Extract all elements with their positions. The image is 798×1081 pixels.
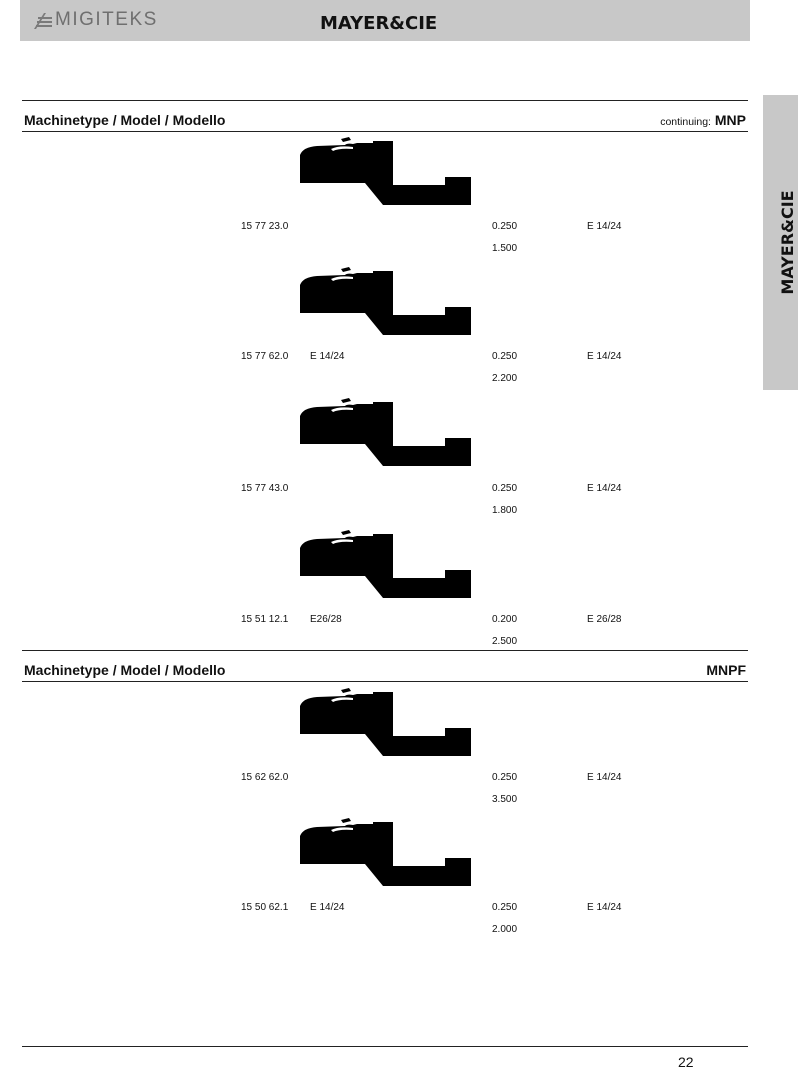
gauge-value: E 14/24 [587,902,622,913]
size-value-2: 1.800 [492,505,518,516]
size-value-1: 0.250 [492,772,518,783]
gauge-value: E 26/28 [587,614,622,625]
section-model-value: MNPF [706,662,746,678]
logo-stripes-icon [34,11,52,29]
part-ref: E26/28 [310,614,342,625]
page-number: 22 [678,1054,694,1070]
size-value-1: 0.250 [492,351,518,362]
section-title: Machinetype / Model / Modello [24,662,226,678]
section-model [660,112,746,128]
part-ref: E 14/24 [310,351,345,362]
list-item [0,818,798,948]
section-model [706,662,746,678]
list-item [0,530,798,660]
size-value-1: 0.200 [492,614,518,625]
profile-drawing-icon [295,688,475,758]
brand-title: MAYER&CIE [320,13,438,34]
section-divider [22,650,748,651]
section-model-value: MNP [714,112,746,128]
gauge-value: E 14/24 [587,772,622,783]
list-item [0,688,798,818]
size-value-2: 2.200 [492,373,518,384]
header-bar [20,0,750,41]
logo [34,8,158,32]
section-divider [22,100,748,101]
profile-drawing-icon [295,530,475,600]
section-divider [22,131,748,132]
part-code: 15 77 62.0 [241,351,289,362]
profile-drawing-icon [295,267,475,337]
section-title: Machinetype / Model / Modello [24,112,226,128]
list-item [0,137,798,267]
list-item [0,267,798,397]
profile-drawing-icon [295,137,475,207]
part-code: 15 51 12.1 [241,614,289,625]
profile-drawing-icon [295,818,475,888]
list-item [0,398,798,528]
part-code: 15 77 23.0 [241,221,289,232]
part-code: 15 62 62.0 [241,772,289,783]
section-divider [22,681,748,682]
size-value-2: 2.000 [492,924,518,935]
size-value-2: 2.500 [492,636,518,647]
part-code: 15 77 43.0 [241,483,289,494]
size-value-2: 3.500 [492,794,518,805]
size-value-1: 0.250 [492,483,518,494]
part-code: 15 50 62.1 [241,902,289,913]
size-value-1: 0.250 [492,902,518,913]
size-value-2: 1.500 [492,243,518,254]
gauge-value: E 14/24 [587,351,622,362]
profile-drawing-icon [295,398,475,468]
size-value-1: 0.250 [492,221,518,232]
footer-divider [22,1046,748,1047]
gauge-value: E 14/24 [587,483,622,494]
section-model-prefix: continuing: [660,116,711,128]
part-ref: E 14/24 [310,902,345,913]
logo-text: MIGITEKS [55,9,158,30]
side-tab-label: MAYER&CIE [778,190,797,295]
gauge-value: E 14/24 [587,221,622,232]
